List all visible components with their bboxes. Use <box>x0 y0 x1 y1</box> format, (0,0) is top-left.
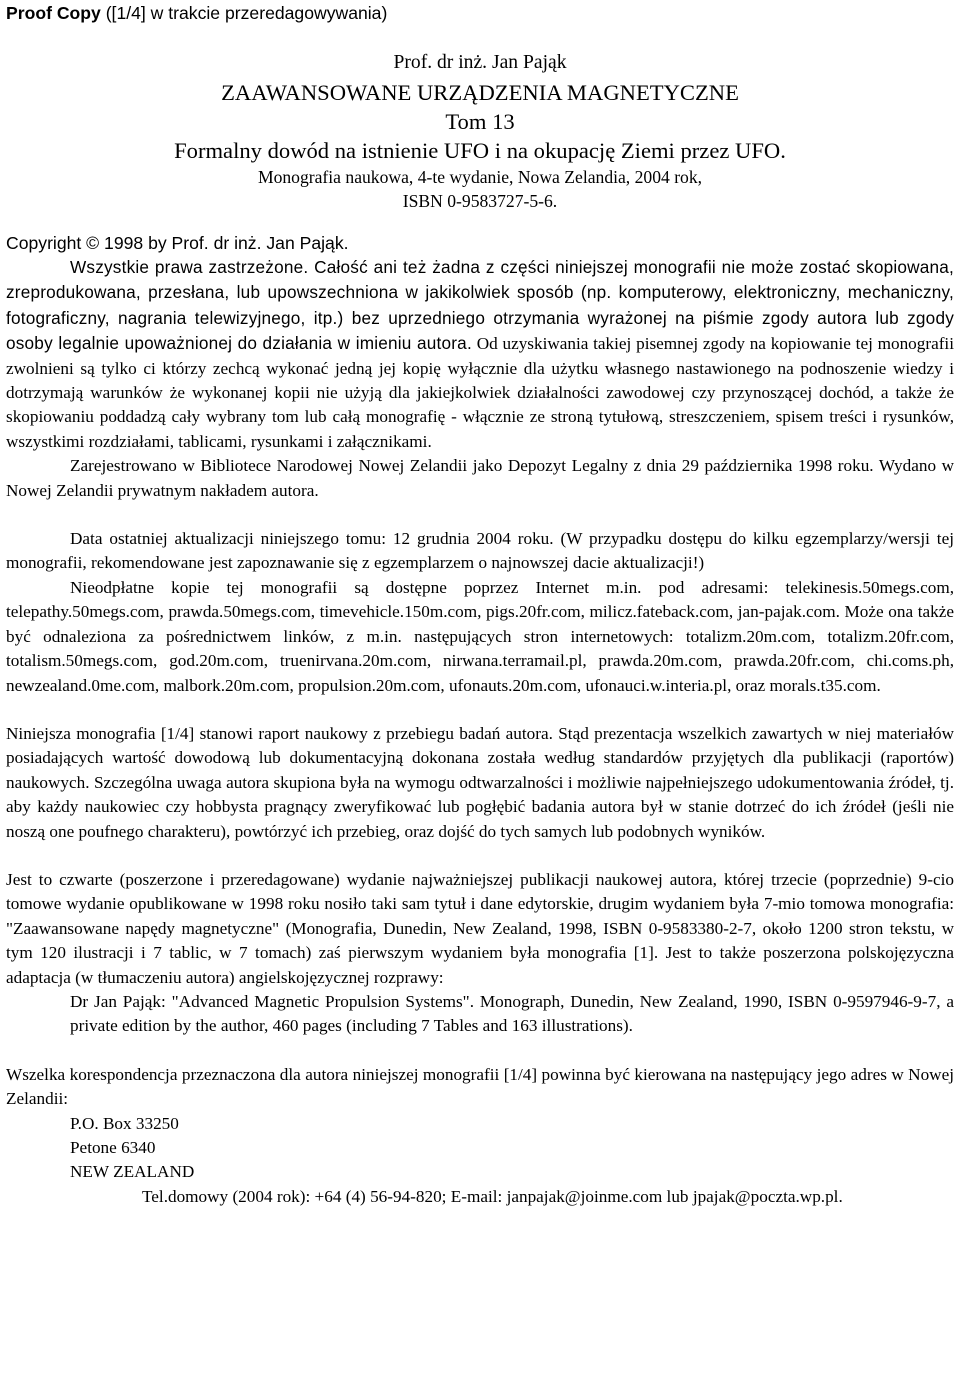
proof-header <box>6 2 954 24</box>
copies-paragraph: Nieodpłatne kopie tej monografii są dostępne poprzez Internet m.in. pod adresami: telekinesis.50megs.com, telepathy.50megs.com, prawda.50megs.com, timevehicle.150m.com, pigs.20fr.com, milicz.fateback.com, jan-pajak.com. Może ona także być odnaleziona za pośrednictwem linków, z m.in. następujących stron internetowych: totalizm.20m.com, totalizm.20fr.com, totalism.50megs.com, god.20m.com, truenirvana.20m.com, nirwana.terramail.pl, prawda.20m.com, prawda.20fr.com, chi.coms.ph, newzealand.0me.com, malbork.20m.com, propulsion.20m.com, ufonauts.20m.com, ufonauci.w.interia.pl, oraz morals.t35.com. <box>6 577 954 695</box>
postal-address <box>6 1112 954 1185</box>
correspondence-paragraph: Wszelka korespondencja przeznaczona dla autora niniejszej monografii [1/4] powinna być kierowana na następujący jego adres w Nowej Zelandii: <box>6 1064 954 1109</box>
edition-history-paragraph: Jest to czwarte (poszerzone i przeredagowane) wydanie najważniejszej publikacji naukowej autora, której trzecie (poprzednie) 9-cio tomowe wydanie opublikowane w 1998 roku nosiło taki sam tytuł i dane edytorskie, drugim wydaniem była 7-mio tomowa monografia: "Zaawansowane napędy magnetyczne" (Monografia, Dunedin, New Zealand, 1998, ISBN 0-9583380-2-7, około 1200 stron tekstu, w tym 120 ilustracji i 7 tablic, w 7 tomach) zaś pierwszym wydaniem była monografia [1]. Jest to także poszerzona polskojęzyczna adaptacja (w tłumaczeniu autora) angielskojęzycznej rozprawy: <box>6 869 954 987</box>
isbn: ISBN 0-9583727-5-6. <box>402 191 558 211</box>
rights-sans-text: Wszystkie prawa zastrzeżone. Całość ani też żadna z części niniejszej monografii nie może zostać skopiowana, zreprodukowana, przesłana, lub upowszechniona w jakikolwiek sposób (np. komputerowy, elektroniczny, mechaniczny, fotograficzny, nagrania telewizyjnego, itp.) bez uprzedniego otrzymania wyrażonej na piśmie zgody autora lub zgody osoby legalnie upoważnionej do działania w imieniu autora. <box>6 257 954 354</box>
address-line-2: Petone 6340 <box>70 1138 156 1157</box>
address-line-1: P.O. Box 33250 <box>70 1113 179 1133</box>
edition-info: Monografia naukowa, 4-te wydanie, Nowa Zelandia, 2004 rok, <box>257 167 703 187</box>
address-line-3: NEW ZEALAND <box>70 1162 195 1182</box>
rights-serif-text: Od uzyskiwania takiej pisemnej zgody na kopiowanie tej monografii zwolnieni są tylko ci którzy zechcą wykonać jedną jej kopię wyłącznie dla użytku własnego nastawionego na podnoszenie wiedzy i dotrzymają warunków że wykonanej kopii nie użyją dla jakiejkolwiek działalności zawodowej czy przynoszącej dochód, a także że skopiowaniu poddadzą cały wybrany tom lub całą monografię - włącznie ze stroną tytułową, streszczeniem, spisem treści i rysunków, wszystkimi rozdziałami, tablicami, rysunkami i załącznikami. <box>6 334 954 451</box>
main-title: ZAAWANSOWANE URZĄDZENIA MAGNETYCZNE <box>221 80 739 105</box>
volume-number: Tom 13 <box>445 109 515 134</box>
proof-copy-label: Proof Copy <box>6 3 101 23</box>
proof-status: ([1/4] w trakcie przeredagowywania) <box>100 3 388 23</box>
title-block <box>6 48 954 213</box>
rights-paragraph <box>6 255 954 454</box>
update-paragraph: Data ostatniej aktualizacji niniejszego tomu: 12 grudnia 2004 roku. (W przypadku dostępu do kilku egzemplarzy/wersji tej monografii, rekomendowane jest zapoznawanie się z egzemplarzem o najnowszej dacie aktualizacji!) <box>6 529 954 573</box>
english-reference: Dr Jan Pająk: "Advanced Magnetic Propulsion Systems". Monograph, Dunedin, New Zealand, 1990, ISBN 0-9597946-9-7, a private edition by the author, 460 pages (including 7 Tables and 163 illustrations). <box>70 991 954 1036</box>
contact-info: Tel.domowy (2004 rok): +64 (4) 56-94-820; E-mail: janpajak@joinme.com lub jpajak@poczta.wp.pl. <box>142 1186 843 1206</box>
registration-paragraph: Zarejestrowano w Bibliotece Narodowej Nowej Zelandii jako Depozyt Legalny z dnia 29 października 1998 roku. Wydano w Nowej Zelandii prywatnym nakładem autora. <box>6 456 954 500</box>
subtitle: Formalny dowód na istnienie UFO i na okupację Ziemi przez UFO. <box>174 138 786 163</box>
document-page <box>6 2 954 1209</box>
copyright-line: Copyright © 1998 by Prof. dr inż. Jan Pająk. <box>6 233 349 253</box>
author-name: Prof. dr inż. Jan Pająk <box>393 52 567 73</box>
report-paragraph: Niniejsza monografia [1/4] stanowi raport naukowy z przebiegu badań autora. Stąd prezentacja wszelkich zawartych w niej materiałów posiadających wartość dowodową lub dokumentacyjną dokonana została według standardów przyjętych dla publikacji (raportów) naukowych. Szczególna uwaga autora skupiona była na wymogu odtwarzalności i możliwie najpełniejszego udokumentowania źródeł, tj. aby każdy naukowiec czy hobbysta pragnący zweryfikować lub pogłębić badania autora był w stanie dotrzeć do ich źródeł (jeśli nie noszą one poufnego charakteru), powtórzyć ich przebieg, oraz dojść do tych samych lub podobnych wyników. <box>6 723 954 841</box>
